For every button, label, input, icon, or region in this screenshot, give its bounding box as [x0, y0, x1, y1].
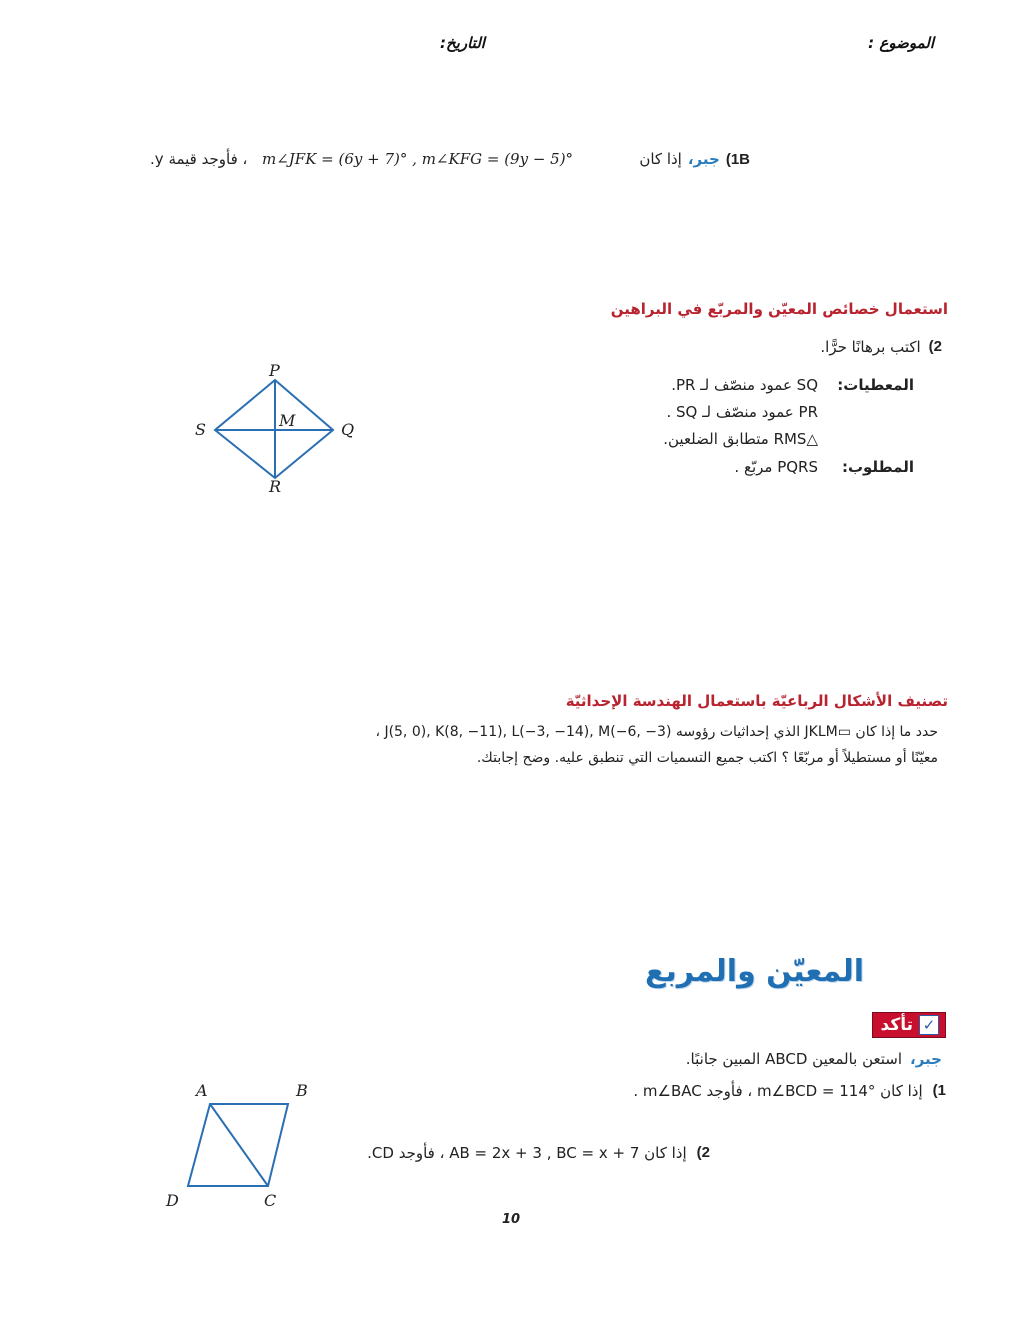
- rhombus-figure-pqrs: [185, 360, 375, 500]
- question-text: إذا كان AB = 2x + 3 , BC = x + 7 ، فأوجد CD.: [367, 1144, 687, 1162]
- question-number: 2): [696, 1144, 710, 1161]
- classify-line-1: حدد ما إذا كان ▭JKLM الذي إحداثيات رؤوسه (3− ,6−)J(5, 0), K(8, −11), L(−3, −14), M ،: [375, 724, 938, 740]
- page-number: 10: [502, 1212, 521, 1227]
- question-2: [820, 338, 942, 356]
- algebra-tag: جبر،: [687, 150, 720, 168]
- lesson-question-2: [367, 1144, 710, 1162]
- question-number: 1B): [725, 151, 750, 168]
- given-item: PR عمود منصّف لـ SQ .: [666, 403, 818, 421]
- vertex-label-c: C: [264, 1191, 277, 1210]
- checkmark-icon: ✓: [919, 1015, 939, 1035]
- rhombus-figure-abcd: [160, 1076, 320, 1216]
- date-label: التاريخ:: [440, 34, 485, 52]
- question-text: اكتب برهانًا حرًّا.: [820, 338, 921, 356]
- vertex-label-a: A: [196, 1081, 208, 1100]
- section-title-classify: تصنيف الأشكال الرباعيّة باستعمال الهندسة الإحداثيّة: [565, 692, 948, 710]
- given-label: المعطيات:: [837, 376, 914, 394]
- vertex-label-d: D: [166, 1191, 179, 1210]
- question-text: إذا كان m∠BCD = 114° ، فأوجد m∠BAC .: [633, 1082, 923, 1100]
- vertex-label-q: Q: [341, 420, 355, 439]
- section-title-proofs: استعمال خصائص المعيّن والمربّع في البراهين: [610, 300, 948, 318]
- required-label: المطلوب:: [841, 458, 914, 476]
- check-badge: [872, 1012, 946, 1038]
- question-text-if: إذا كان: [639, 150, 682, 168]
- diagonal-ac: [210, 1104, 268, 1186]
- badge-label: تأكد: [880, 1015, 913, 1035]
- classify-line-2: معيّنًا أو مستطيلاً أو مربّعًا ؟ اكتب جميع التسميات التي تنطبق عليه. وضح إجابتك.: [476, 750, 938, 766]
- vertex-label-b: B: [296, 1081, 308, 1100]
- question-number: 2): [928, 338, 942, 355]
- lesson-question-1: [633, 1082, 946, 1100]
- intro-text: استعن بالمعين ABCD المبين جانبًا.: [685, 1050, 903, 1068]
- vertex-label-r: R: [269, 477, 282, 496]
- question-text-find: ، فأوجد قيمة y.: [150, 150, 248, 168]
- given-item: △RMS متطابق الضلعين.: [663, 430, 818, 448]
- algebra-tag: جبر،: [910, 1050, 942, 1068]
- vertex-label-s: S: [195, 420, 206, 439]
- midpoint-label-m: M: [279, 411, 296, 430]
- subject-label: الموضوع :: [868, 34, 934, 52]
- vertex-label-p: P: [269, 361, 280, 380]
- given-item: SQ عمود منصّف لـ PR.: [671, 376, 818, 394]
- question-1b: [639, 150, 750, 168]
- lesson-intro: [686, 1050, 942, 1068]
- lesson-title: المعيّن والمربع: [644, 954, 864, 989]
- required-item: PQRS مربّع .: [734, 458, 818, 476]
- question-number: 1): [932, 1082, 946, 1099]
- angle-expression: m∠JFK = (6y + 7)° , m∠KFG = (9y − 5)°: [262, 150, 574, 168]
